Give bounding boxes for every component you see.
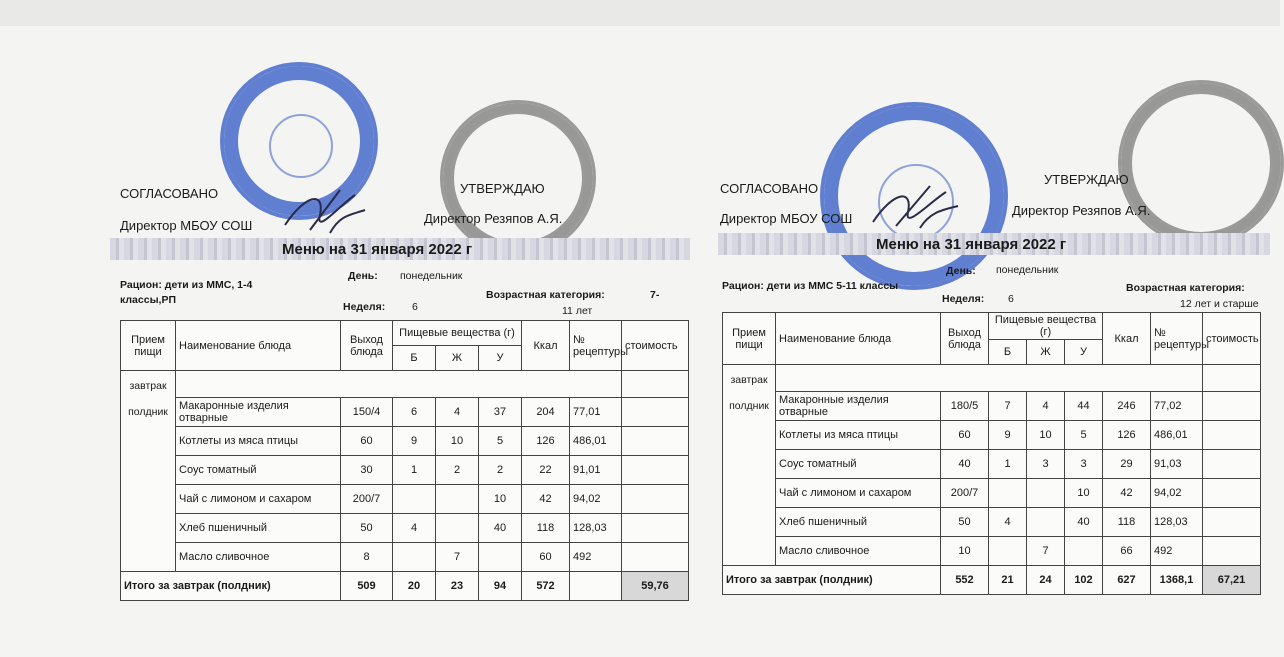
dish-fat: [1027, 508, 1065, 537]
dish-cost: [1203, 392, 1261, 421]
week-label: Неделя:: [343, 301, 386, 313]
total-yield: 509: [341, 572, 393, 601]
dish-recipe: 77,01: [570, 398, 622, 427]
meal-snack: полдник: [128, 406, 168, 418]
dish-recipe: 128,03: [570, 514, 622, 543]
dish-cost: [622, 514, 689, 543]
dish-yield: 50: [341, 514, 393, 543]
header-recipe: № рецептуры: [570, 321, 622, 371]
dish-cost: [1203, 537, 1261, 566]
dish-name: Хлеб пшеничный: [776, 508, 941, 537]
day-value: понедельник: [400, 270, 463, 282]
week-value: 6: [1008, 293, 1014, 305]
dish-carbs: 10: [479, 485, 522, 514]
header-carbs: У: [479, 346, 522, 371]
dish-fat: 4: [1027, 392, 1065, 421]
dish-name: Масло сливочное: [176, 543, 341, 572]
dish-recipe: 128,03: [1151, 508, 1203, 537]
age-value-b: 11 лет: [562, 305, 593, 317]
signature-icon: [868, 180, 963, 235]
dish-protein: 9: [989, 421, 1027, 450]
dish-protein: 9: [393, 427, 436, 456]
dish-cost: [1203, 508, 1261, 537]
header-yield: Выход блюда: [341, 321, 393, 371]
day-label: День:: [946, 265, 976, 277]
total-row: [723, 566, 1261, 595]
dish-recipe: 77,02: [1151, 392, 1203, 421]
total-protein: 20: [393, 572, 436, 601]
dish-name: Соус томатный: [776, 450, 941, 479]
table-row: [723, 508, 1261, 537]
agreed-label: СОГЛАСОВАНО: [120, 186, 219, 201]
dish-name: Макаронные изделия отварные: [776, 392, 941, 421]
dish-carbs: 44: [1065, 392, 1103, 421]
dish-fat: 7: [1027, 537, 1065, 566]
total-yield: 552: [941, 566, 989, 595]
dish-fat: [436, 485, 479, 514]
header-dish: Наименование блюда: [776, 313, 941, 365]
total-protein: 21: [989, 566, 1027, 595]
dish-protein: [989, 479, 1027, 508]
dish-protein: 6: [393, 398, 436, 427]
dish-carbs: [479, 543, 522, 572]
dish-recipe: 91,03: [1151, 450, 1203, 479]
header-nutrients: Пищевые вещества (г): [989, 313, 1103, 340]
dish-kcal: 29: [1103, 450, 1151, 479]
dish-fat: [1027, 479, 1065, 508]
director-school: Директор МБОУ СОШ: [720, 211, 853, 226]
dish-name: Котлеты из мяса птицы: [176, 427, 341, 456]
ration-line-2: классы,РП: [120, 294, 177, 306]
total-kcal: 627: [1103, 566, 1151, 595]
header-recipe: № рецептуры: [1151, 313, 1203, 365]
total-row: [121, 572, 689, 601]
dish-carbs: [1065, 537, 1103, 566]
page-title: Меню на 31 января 2022 г: [876, 236, 1067, 253]
dish-name: Соус томатный: [176, 456, 341, 485]
dish-yield: 8: [341, 543, 393, 572]
total-recipe: 1368,1: [1151, 566, 1203, 595]
meal-breakfast: завтрак: [730, 374, 768, 386]
dish-cost: [622, 398, 689, 427]
total-carbs: 102: [1065, 566, 1103, 595]
menu-sheet-5-11: [718, 0, 1270, 657]
director-name: Директор Резяпов А.Я.: [1012, 203, 1151, 218]
dish-cost: [1203, 479, 1261, 508]
age-value-b: 12 лет и старше: [1180, 298, 1259, 310]
dish-fat: 7: [436, 543, 479, 572]
dish-carbs: 5: [1065, 421, 1103, 450]
dish-recipe: 492: [1151, 537, 1203, 566]
dish-name: Макаронные изделия отварные: [176, 398, 341, 427]
dish-recipe: 94,02: [570, 485, 622, 514]
dish-yield: 30: [341, 456, 393, 485]
dish-yield: 10: [941, 537, 989, 566]
dish-carbs: 40: [479, 514, 522, 543]
dish-kcal: 246: [1103, 392, 1151, 421]
dish-kcal: 126: [1103, 421, 1151, 450]
dish-protein: [393, 543, 436, 572]
dish-fat: 10: [1027, 421, 1065, 450]
page-title: Меню на 31 января 2022 г: [282, 241, 473, 258]
total-recipe: [570, 572, 622, 601]
age-value-a: 7-: [650, 289, 660, 301]
director-round-stamp-icon: [440, 100, 596, 256]
meal-breakfast: завтрак: [129, 380, 167, 392]
ration-line-1: Рацион: дети из ММС, 1-4: [120, 279, 253, 291]
dish-kcal: 118: [522, 514, 570, 543]
dish-carbs: 3: [1065, 450, 1103, 479]
total-label: Итого за завтрак (полдник): [723, 566, 941, 595]
dish-cost: [622, 543, 689, 572]
dish-fat: 3: [1027, 450, 1065, 479]
dish-name: Чай с лимоном и сахаром: [776, 479, 941, 508]
header-protein: Б: [393, 346, 436, 371]
dish-kcal: 60: [522, 543, 570, 572]
header-cost: стоимость: [1203, 313, 1261, 365]
header-meal: Прием пищи: [723, 313, 776, 365]
menu-table: [120, 320, 689, 601]
dish-recipe: 486,01: [570, 427, 622, 456]
dish-kcal: 126: [522, 427, 570, 456]
header-cost: стоимость: [622, 321, 689, 371]
dish-yield: 60: [941, 421, 989, 450]
dish-cost: [622, 427, 689, 456]
day-value: понедельник: [996, 264, 1059, 276]
meal-cell: [121, 371, 176, 572]
dish-protein: 7: [989, 392, 1027, 421]
total-cost: 67,21: [1203, 566, 1261, 595]
header-fat: Ж: [1027, 340, 1065, 365]
table-row: [723, 392, 1261, 421]
table-row: [121, 485, 689, 514]
dish-recipe: 91,01: [570, 456, 622, 485]
director-school: Директор МБОУ СОШ: [120, 218, 253, 233]
table-row: [723, 537, 1261, 566]
header-nutrients: Пищевые вещества (г): [393, 321, 522, 346]
dish-fat: 10: [436, 427, 479, 456]
header-meal: Прием пищи: [121, 321, 176, 371]
dish-protein: 1: [989, 450, 1027, 479]
dish-recipe: 94,02: [1151, 479, 1203, 508]
dish-kcal: 42: [522, 485, 570, 514]
dish-kcal: 204: [522, 398, 570, 427]
table-row: [121, 514, 689, 543]
dish-carbs: 5: [479, 427, 522, 456]
total-fat: 23: [436, 572, 479, 601]
menu-table: [722, 312, 1261, 595]
dish-kcal: 22: [522, 456, 570, 485]
signature-icon: [280, 185, 370, 240]
menu-sheet-1-4: [110, 0, 690, 657]
dish-cost: [622, 485, 689, 514]
approved-label: УТВЕРЖДАЮ: [460, 181, 545, 196]
header-kcal: Ккал: [1103, 313, 1151, 365]
dish-name: Чай с лимоном и сахаром: [176, 485, 341, 514]
dish-carbs: 37: [479, 398, 522, 427]
header-protein: Б: [989, 340, 1027, 365]
meal-snack: полдник: [729, 400, 769, 412]
total-kcal: 572: [522, 572, 570, 601]
total-label: Итого за завтрак (полдник): [121, 572, 341, 601]
age-label: Возрастная категория:: [486, 289, 605, 301]
dish-kcal: 42: [1103, 479, 1151, 508]
director-name: Директор Резяпов А.Я.: [424, 211, 563, 226]
dish-yield: 60: [341, 427, 393, 456]
header-carbs: У: [1065, 340, 1103, 365]
dish-fat: [436, 514, 479, 543]
dish-yield: 200/7: [341, 485, 393, 514]
dish-recipe: 486,01: [1151, 421, 1203, 450]
dish-cost: [622, 456, 689, 485]
table-row: [723, 450, 1261, 479]
dish-yield: 50: [941, 508, 989, 537]
table-row: [121, 427, 689, 456]
dish-kcal: 66: [1103, 537, 1151, 566]
agreed-label: СОГЛАСОВАНО: [720, 181, 819, 196]
header-dish: Наименование блюда: [176, 321, 341, 371]
table-row: [723, 479, 1261, 508]
total-fat: 24: [1027, 566, 1065, 595]
dish-yield: 40: [941, 450, 989, 479]
total-cost: 59,76: [622, 572, 689, 601]
dish-protein: 4: [393, 514, 436, 543]
table-row: [723, 421, 1261, 450]
dish-carbs: 10: [1065, 479, 1103, 508]
week-value: 6: [412, 301, 418, 313]
dish-protein: [393, 485, 436, 514]
table-row: [121, 543, 689, 572]
director-round-stamp-icon: [1118, 80, 1284, 246]
week-label: Неделя:: [942, 293, 985, 305]
dish-name: Хлеб пшеничный: [176, 514, 341, 543]
dish-yield: 180/5: [941, 392, 989, 421]
dish-protein: 1: [393, 456, 436, 485]
dish-name: Масло сливочное: [776, 537, 941, 566]
approved-label: УТВЕРЖДАЮ: [1044, 172, 1129, 187]
total-carbs: 94: [479, 572, 522, 601]
dish-cost: [1203, 421, 1261, 450]
day-label: День:: [348, 270, 378, 282]
dish-yield: 150/4: [341, 398, 393, 427]
table-row: [121, 398, 689, 427]
header-kcal: Ккал: [522, 321, 570, 371]
dish-carbs: 2: [479, 456, 522, 485]
dish-kcal: 118: [1103, 508, 1151, 537]
dish-protein: [989, 537, 1027, 566]
dish-fat: 2: [436, 456, 479, 485]
dish-fat: 4: [436, 398, 479, 427]
dish-recipe: 492: [570, 543, 622, 572]
dish-carbs: 40: [1065, 508, 1103, 537]
header-fat: Ж: [436, 346, 479, 371]
dish-yield: 200/7: [941, 479, 989, 508]
meal-cell: [723, 365, 776, 566]
dish-cost: [1203, 450, 1261, 479]
dish-name: Котлеты из мяса птицы: [776, 421, 941, 450]
table-row: [121, 456, 689, 485]
ration-line-1: Рацион: дети из ММС 5-11 классы: [722, 280, 899, 292]
header-yield: Выход блюда: [941, 313, 989, 365]
dish-protein: 4: [989, 508, 1027, 537]
age-label: Возрастная категория:: [1126, 282, 1245, 294]
